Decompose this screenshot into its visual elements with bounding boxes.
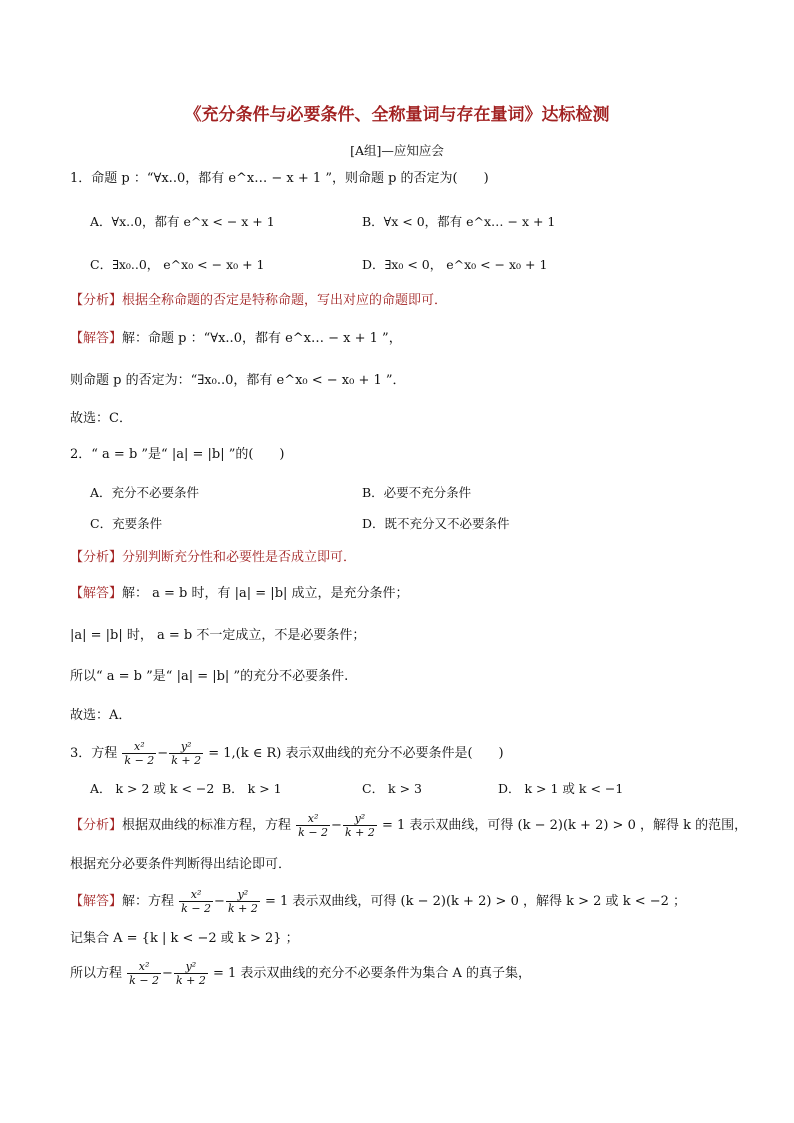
q3-option-b: B． k > 1	[222, 781, 282, 796]
fraction-x	[179, 888, 213, 915]
analysis-suffix: = 1 表示双曲线，可得 (k − 2)(k + 2) > 0 ，解得 k 的范围，	[381, 818, 748, 833]
q3-analysis: 【分析】根据双曲线的标准方程，方程 $\frac{\text{x²}}{k - 2}$ − $\frac{\text{y²}}{k + 2}$ = 1 表示双曲线，可得 (k − 2)(k + 2) > 0 ，解得 k 的范围，	[70, 812, 748, 839]
q3-stem: 3．方程 $\frac{\text{x²}}{k - 2}$ − $\frac{\text{y²}}{k + 2}$ = 1,(k ∈ R) 表示双曲线的充分不必要条件是( )	[70, 740, 504, 767]
q1-option-a: A．∀x..0，都有 e^x < − x + 1	[90, 214, 275, 229]
q2-analysis	[70, 549, 356, 567]
frac-num: x²	[122, 740, 156, 754]
q3-answer-line-2: 记集合 A = {k | k < −2 或 k > 2} ；	[70, 931, 299, 946]
q1-option-d: D．∃x₀ < 0， e^x₀ < − x₀ + 1	[362, 257, 548, 272]
page-title: 《充分条件与必要条件、全称量词与存在量词》达标检测	[184, 105, 610, 125]
frac-den: k − 2	[181, 902, 212, 915]
q2-stem: 2．“ a = b ”是“ |a| = |b| ”的( )	[70, 447, 285, 462]
q2-answer-line-1	[70, 585, 409, 603]
frac-den: k − 2	[298, 826, 329, 839]
q3-option-c: C． k > 3	[362, 781, 422, 796]
answer-tag: 【解答】	[70, 331, 123, 346]
frac-den: k + 2	[175, 974, 206, 987]
q3-analysis-line-2: 根据充分必要条件判断得出结论即可．	[70, 857, 292, 872]
q3-stem-prefix: 3．方程	[70, 746, 118, 761]
q1-answer-line-1	[70, 330, 402, 348]
frac-num: y²	[226, 888, 260, 902]
analysis-text: 分别判断充分性和必要性是否成立即可．	[122, 550, 357, 565]
q3-answer-line-1: 【解答】解：方程 $\frac{\text{x²}}{k - 2}$ − $\frac{\text{y²}}{k + 2}$ = 1 表示双曲线，可得 (k − 2)(k + 2) > 0 ，解得 k > 2 或 k < −2 ；	[70, 888, 687, 915]
analysis-tag: 【分析】	[70, 818, 123, 833]
answer-suffix: = 1 表示双曲线，可得 (k − 2)(k + 2) > 0 ，解得 k > 2 或 k < −2 ；	[264, 894, 687, 909]
q2-answer-line-2: |a| = |b| 时， a = b 不一定成立，不是必要条件；	[70, 628, 366, 643]
fraction-x	[296, 812, 330, 839]
q1-option-b: B．∀x < 0，都有 e^x… − x + 1	[362, 214, 556, 229]
q2-option-b: B．必要不充分条件	[362, 485, 472, 500]
frac-num: y²	[174, 960, 208, 974]
frac-den: k + 2	[171, 754, 202, 767]
frac-den: k + 2	[344, 826, 375, 839]
frac-num: y²	[169, 740, 203, 754]
answer-prefix: 解：方程	[122, 894, 175, 909]
answer-3-suffix: = 1 表示双曲线的充分不必要条件为集合 A 的真子集，	[212, 966, 532, 981]
q3-stem-suffix: = 1,(k ∈ R) 表示双曲线的充分不必要条件是( )	[208, 746, 504, 761]
analysis-prefix: 根据双曲线的标准方程，方程	[122, 818, 292, 833]
answer-tag: 【解答】	[70, 586, 123, 601]
q2-choice: 故选：A．	[70, 708, 132, 723]
answer-text: 解：命题 p ：“∀x..0，都有 e^x… − x + 1 ”，	[122, 331, 402, 346]
analysis-text: 根据全称命题的否定是特称命题，写出对应的命题即可．	[122, 293, 448, 308]
fraction-y	[226, 888, 260, 915]
frac-den: k − 2	[124, 754, 155, 767]
fraction-x	[127, 960, 161, 987]
answer-3-prefix: 所以方程	[70, 966, 123, 981]
answer-tag: 【解答】	[70, 894, 123, 909]
q2-option-d: D．既不充分又不必要条件	[362, 516, 510, 531]
q1-stem: 1．命题 p ：“∀x..0，都有 e^x… − x + 1 ”，则命题 p 的否定为( )	[70, 171, 489, 186]
q3-option-d: D． k > 1 或 k < −1	[498, 781, 624, 796]
frac-num: x²	[127, 960, 161, 974]
analysis-tag: 【分析】	[70, 293, 123, 308]
q1-choice: 故选：C．	[70, 411, 132, 426]
q1-answer-line-2: 则命题 p 的否定为：“∃x₀..0，都有 e^x₀ < − x₀ + 1 ”．	[70, 373, 406, 388]
q1-option-c: C．∃x₀..0， e^x₀ < − x₀ + 1	[90, 257, 265, 272]
frac-den: k − 2	[129, 974, 160, 987]
frac-num: x²	[296, 812, 330, 826]
answer-text: 解： a = b 时，有 |a| = |b| 成立，是充分条件；	[122, 586, 409, 601]
fraction-y	[169, 740, 203, 767]
q2-option-a: A．充分不必要条件	[90, 485, 200, 500]
fraction-y	[343, 812, 377, 839]
q2-answer-line-3: 所以“ a = b ”是“ |a| = |b| ”的充分不必要条件.	[70, 669, 349, 684]
fraction-x	[122, 740, 156, 767]
frac-num: y²	[343, 812, 377, 826]
analysis-tag: 【分析】	[70, 550, 123, 565]
q1-analysis	[70, 292, 447, 310]
frac-num: x²	[179, 888, 213, 902]
fraction-y	[174, 960, 208, 987]
frac-den: k + 2	[227, 902, 258, 915]
q2-option-c: C．充要条件	[90, 516, 163, 531]
q3-option-a: A． k > 2 或 k < −2	[90, 781, 215, 796]
section-subtitle: [A组]—应知应会	[350, 143, 444, 158]
q3-answer-line-3: 所以方程 $\frac{\text{x²}}{k - 2}$ − $\frac{\text{y²}}{k + 2}$ = 1 表示双曲线的充分不必要条件为集合 A 的真子集，	[70, 960, 532, 987]
